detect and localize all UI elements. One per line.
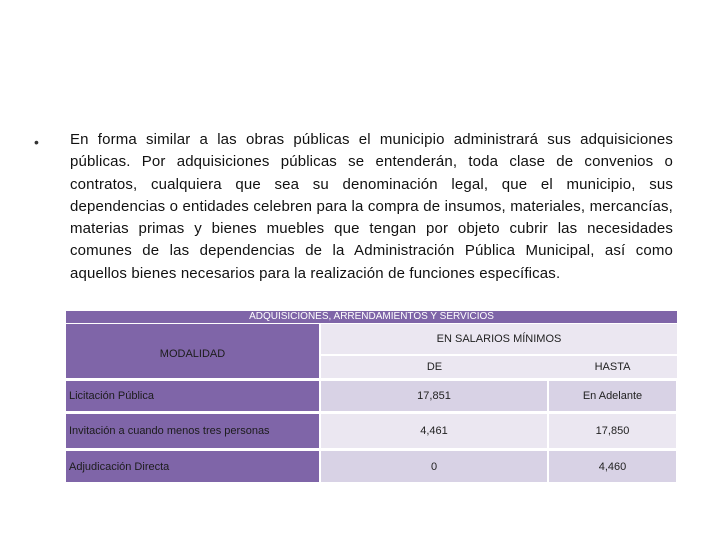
thresholds-table xyxy=(66,311,677,482)
row-de: 4,461 xyxy=(320,413,548,450)
row-de: 0 xyxy=(320,450,548,483)
row-de: 17,851 xyxy=(320,380,548,413)
body-paragraph: En forma similar a las obras públicas el municipio administrará sus adquisiciones públicas. Por adquisiciones públicas se entenderán, toda clase de convenios o contratos, cualquiera que sea su denominación legal, que el municipio, sus dependencias o entidades celebren para la compra de insumos, materiales, mercancías, materias primas y bienes muebles que tengan por objeto cubrir las necesidades comunes de las dependencias de la Administración Pública Municipal, así como aquellos bienes necesarios para la realización de funciones específicas. xyxy=(70,131,673,282)
de-header: DE xyxy=(320,355,548,380)
modalidad-header: MODALIDAD xyxy=(66,324,320,380)
row-modalidad: Licitación Pública xyxy=(66,380,320,413)
row-hasta: En Adelante xyxy=(548,380,677,413)
bullet-marker: • xyxy=(34,134,39,150)
row-modalidad: Adjudicación Directa xyxy=(66,450,320,483)
hasta-header: HASTA xyxy=(548,355,677,380)
table-row xyxy=(66,450,677,483)
row-hasta: 17,850 xyxy=(548,413,677,450)
salarios-header: EN SALARIOS MÍNIMOS xyxy=(320,324,677,356)
table-row xyxy=(66,380,677,413)
table-title: ADQUISICIONES, ARRENDAMIENTOS Y SERVICIOS xyxy=(66,311,677,324)
row-modalidad: Invitación a cuando menos tres personas xyxy=(66,413,320,450)
row-hasta: 4,460 xyxy=(548,450,677,483)
table-row xyxy=(66,413,677,450)
